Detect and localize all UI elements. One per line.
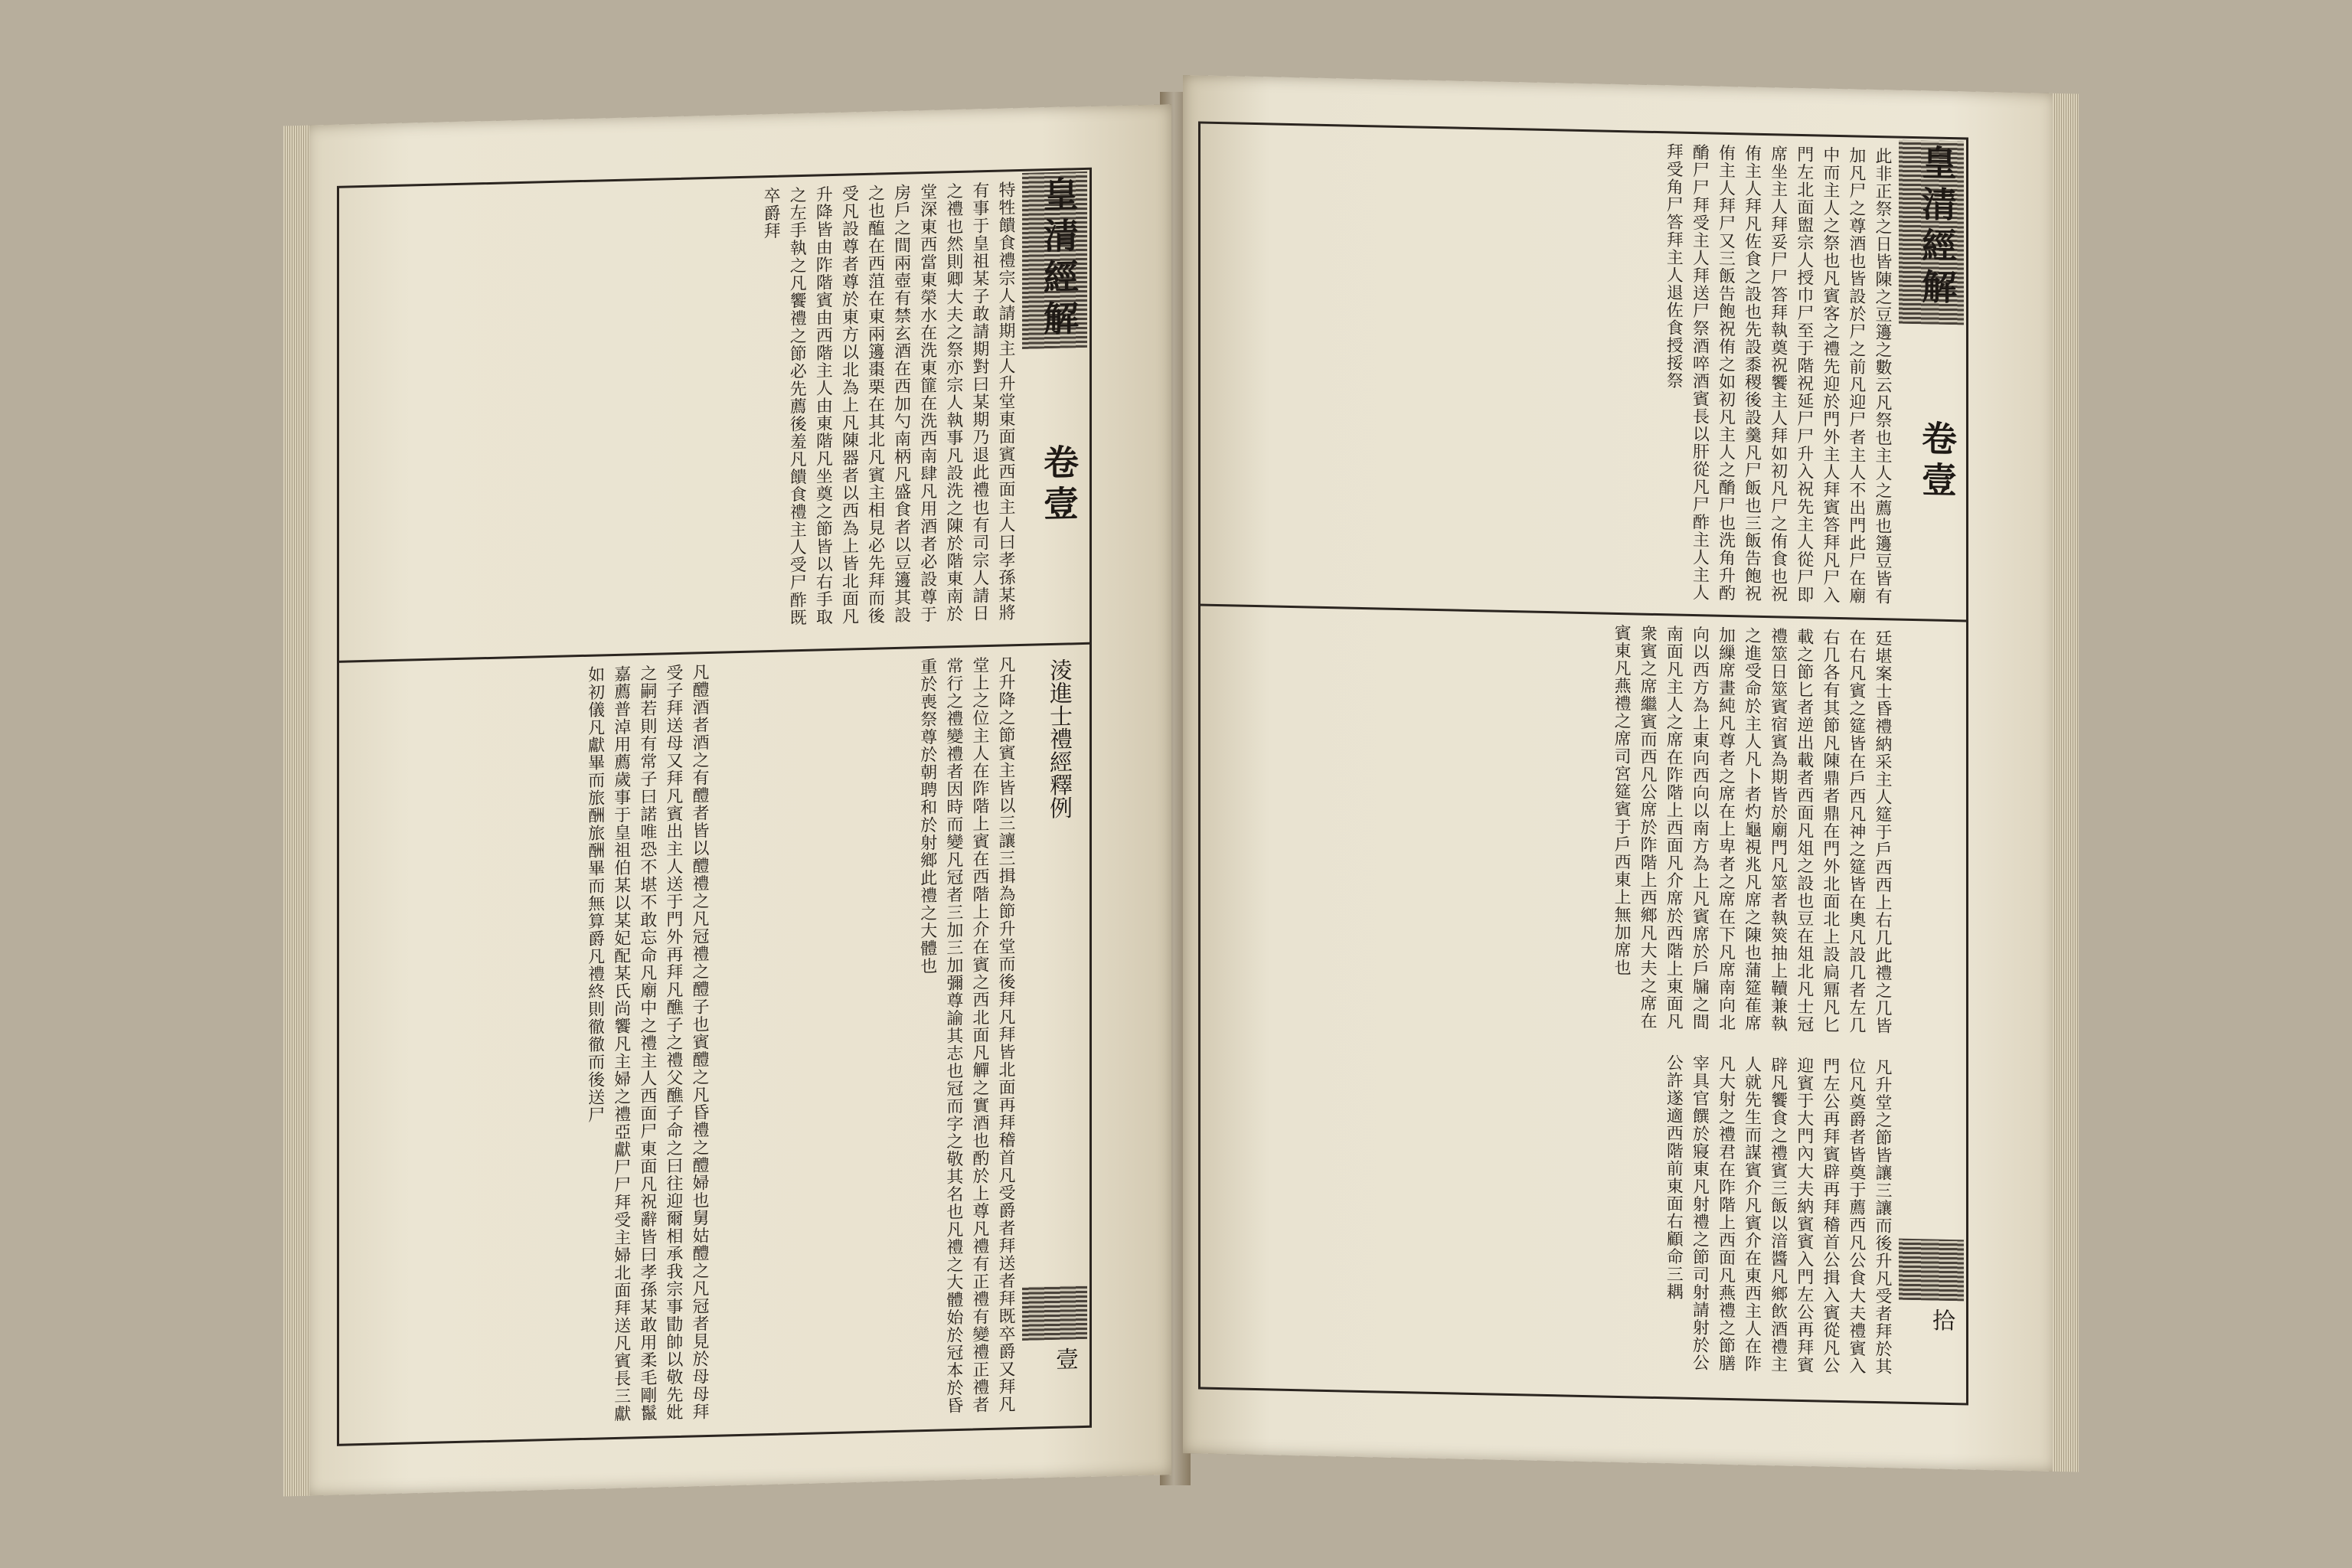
left-margin-lower-bar	[1022, 1285, 1087, 1341]
left-margin-title: 皇清經解	[1038, 175, 1080, 342]
left-margin-volume: 卷壹	[1038, 443, 1080, 528]
right-margin-lower-bar	[1899, 1239, 1964, 1302]
left-margin-page: 壹	[1051, 1347, 1078, 1371]
right-margin-volume: 卷壹	[1916, 420, 1958, 504]
left-page-edge	[283, 126, 309, 1497]
left-margin-subtitle: 淩進士禮經釋例	[1045, 658, 1072, 820]
right-margin-title: 皇清經解	[1916, 144, 1958, 311]
right-margin-page: 拾	[1928, 1308, 1955, 1332]
left-top-text: 特牲饋食禮宗人請期主人升堂東面賓西面主人曰孝孫某將有事于皇祖某子敢請期對曰某期乃退此禮也有司宗人請日之禮也然則卿大夫之祭亦宗人執事凡設洗之陳於階東南於堂深東西當東榮水在洗東篚在洗西南肆凡用酒者必設尊于房戶之間兩壺有禁玄酒在西加勺南柄凡盛食者以豆籩其設之也醢在西菹在東兩籩棗栗在其北凡賓主相見必先拜而後受凡設尊者尊於東方以北為上凡陳器者以西為上皆北面凡升降皆由阼階賓由西階主人由東階凡坐奠之節皆以右手取之左手執之凡饗禮之節必先薦後羞凡饋食禮主人受尸酢既卒爵拜	[761, 181, 1015, 627]
right-top-text: 此非正祭之日皆陳之豆籩之數云凡祭也主人之薦也籩豆皆有加凡尸之尊酒也皆設於尸之前凡迎尸者主人不出門此尸在廟中而主人之祭也凡賓客之禮先迎於門外主人拜賓答拜凡尸入門左北面盥宗人授巾尸至于階祝延尸尸升入祝先主人從尸即席坐主人拜妥尸尸答拜執奠祝饗主人拜如初凡尸之侑食也祝侑主人拜凡佐食之設也先設黍稷後設羹凡尸飯也三飯告飽祝侑主人拜尸又三飯告飽祝侑之如初凡主人之酳尸也洗角升酌酳尸尸拜受主人拜送尸祭酒啐酒賓長以肝從凡尸酢主人主人拜受角尸答拜主人退佐食授挼祭	[1664, 142, 1892, 606]
left-bottom-text: 凡醴酒者酒之有醴者皆以醴禮之凡冠禮之醴子也賓醴之凡昏禮之醴婦也舅姑醴之凡冠者見於母母拜受子拜送母又拜凡賓出主人送于門外再拜凡醮子之禮父醮子命之曰往迎爾相承我宗事勖帥以敬先妣之嗣若則有常子曰諾唯恐不堪不敢忘命凡廟中之禮主人西面尸東面凡祝辭皆曰孝孫某敢用柔毛剛鬣嘉薦普淖用薦歲事于皇祖伯某以某妃配某氏尚饗凡主婦之禮亞獻尸尸拜受主婦北面拜送凡賓長三獻如初儀凡獻畢而旅酬旅酬畢而無算爵凡禮終則徹徹而後送尸	[585, 662, 709, 1423]
right-lower-text: 凡升堂之節皆讓三讓而後升凡受者拜於其位凡奠爵者皆奠于薦西凡公食大夫禮賓入門左公再拜賓辟再拜稽首公揖入賓從凡公迎賓于大門內大夫納賓賓入門左公再拜賓辟凡饗食之禮賓三飯以湆醬凡鄉飲酒禮主人就先生而謀賓介凡賓介在東西主人在阼凡大射之禮君在阼階上西面凡燕禮之節膳宰具官饌於寢東凡射禮之節司射請射於公公許遂適西階前東面右顧命三耦	[1664, 1054, 1892, 1376]
right-page	[1183, 75, 2056, 1472]
right-bottom-text: 廷堪案士昏禮納采主人筵于戶西西上右几此禮之几皆在右凡賓之筵皆在戶西凡神之筵皆在奧凡設几者左几右几各有其節凡陳鼎者鼎在門外北面北上設扃鼏凡匕載之節匕者逆出載者西面凡俎之設也豆在俎北凡士冠禮筮日筮賓宿賓為期皆於廟門凡筮者執筴抽上韇兼執之進受命於主人凡卜者灼龜視兆凡席之陳也蒲筵萑席加繅席畫純凡尊者之席在上卑者之席在下凡席南向北向以西方為上東向西向以南方為上凡賓席於戶牖之間南面凡主人之席在阼階上西面凡介席於西階上東面凡衆賓之席繼賓而西凡公席於阼階上西鄉凡大夫之席在賓東凡燕禮之席司宮筵賓于戶西東上無加席也	[1612, 623, 1892, 1035]
right-page-edge	[2053, 93, 2079, 1472]
left-lower-right-text: 凡升降之節賓主皆以三讓三揖為節升堂而後拜凡拜皆北面再拜稽首凡受爵者拜送者拜既卒爵又拜凡堂上之位主人在阼階上賓在西階上介在賓之西北面凡觶之實酒也酌於上尊凡禮有正禮有變禮正禮者常行之禮變禮者因時而變凡冠者三加三加彌尊諭其志也冠而字之敬其名也凡禮之大體始於冠本於昏重於喪祭尊於朝聘和於射鄉此禮之大體也	[917, 655, 1015, 1415]
left-page	[306, 104, 1171, 1496]
